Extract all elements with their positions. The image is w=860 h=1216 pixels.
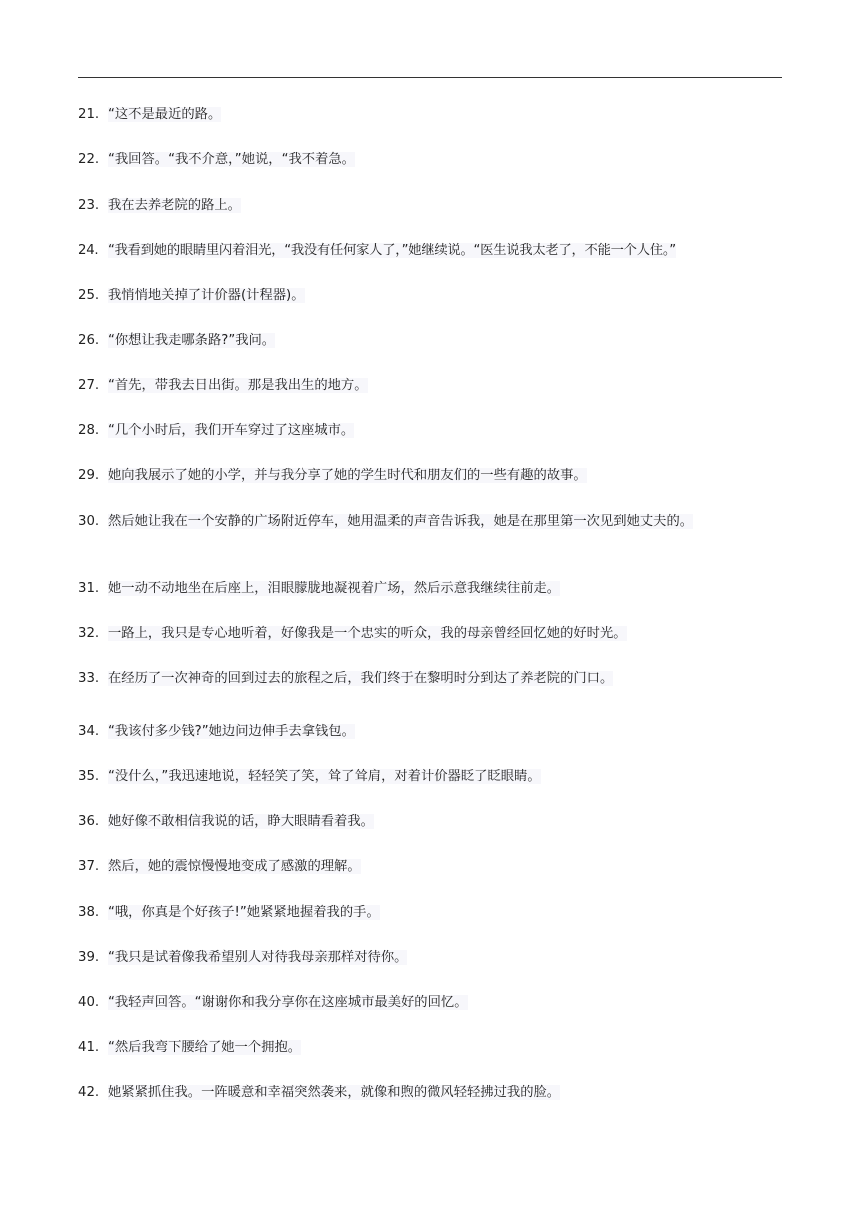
list-item [78,511,786,533]
list-item [78,330,786,352]
list-item [78,285,786,307]
item-text: “我回答。“我不介意，”她说，“我不着急。 [108,152,355,167]
item-text: “然后我弯下腰给了她一个拥抱。 [108,1040,302,1055]
list-item [78,195,786,217]
item-text: 我悄悄地关掉了计价器(计程器)。 [108,288,305,303]
item-number: 36. [78,814,100,829]
list-item [78,902,786,924]
list-item [78,420,786,442]
list-item [78,721,786,743]
list-item [78,375,786,397]
item-text: 然后她让我在一个安静的广场附近停车，她用温柔的声音告诉我，她是在那里第一次见到她丈夫的。 [108,514,694,529]
list-item [78,1082,786,1104]
item-number: 35. [78,769,100,784]
item-text: “哦，你真是个好孩子!”她紧紧地握着我的手。 [108,905,380,920]
item-number: 25. [78,288,100,303]
item-number: 33. [78,671,100,686]
item-number: 39. [78,950,100,965]
item-number: 26. [78,333,100,348]
item-number: 37. [78,859,100,874]
list-item [78,240,786,262]
item-number: 24. [78,243,99,258]
list-item [78,947,786,969]
item-text: “我该付多少钱?”她边问边伸手去拿钱包。 [108,724,355,739]
item-number: 41. [78,1040,100,1055]
list-item [78,1037,786,1059]
list-item [78,149,786,171]
item-text: “这不是最近的路。 [108,107,222,122]
item-text: 在经历了一次神奇的回到过去的旅程之后，我们终于在黎明时分到达了养老院的门口。 [108,671,614,686]
item-text: “我轻声回答。“谢谢你和我分享你在这座城市最美好的回忆。 [108,995,468,1010]
item-number: 32. [78,626,100,641]
item-number: 22. [78,152,100,167]
item-number: 40. [78,995,100,1010]
item-number: 27. [78,378,100,393]
item-text: 一路上，我只是专心地听着，好像我是一个忠实的听众，我的母亲曾经回忆她的好时光。 [108,626,627,641]
list-item [78,578,786,600]
item-number: 28. [78,423,100,438]
item-number: 30. [78,514,100,529]
item-number: 23. [78,198,100,213]
list-item [78,766,786,788]
list-item [78,623,786,645]
item-text: “我只是试着像我希望别人对待我母亲那样对待你。 [108,950,408,965]
item-text: 她一动不动地坐在后座上，泪眼朦胧地凝视着广场，然后示意我继续往前走。 [108,581,561,596]
item-number: 31. [78,581,100,596]
list-item [78,811,786,833]
item-number: 42. [78,1085,100,1100]
item-text: 我在去养老院的路上。 [108,198,241,213]
item-number: 21. [78,107,100,122]
item-text: “我看到她的眼睛里闪着泪光，“我没有任何家人了，”她继续说。“医生说我太老了，不能一个人住。” [108,243,676,258]
item-number: 29. [78,468,100,483]
list-item [78,668,786,690]
item-text: “首先，带我去日出街。那是我出生的地方。 [108,378,368,393]
item-text: “没什么，”我迅速地说，轻轻笑了笑，耸了耸肩，对着计价器眨了眨眼睛。 [108,769,541,784]
item-text: 然后，她的震惊慢慢地变成了感激的理解。 [108,859,361,874]
item-text: 她好像不敢相信我说的话，睁大眼睛看着我。 [108,814,374,829]
item-number: 38. [78,905,100,920]
list-item [78,992,786,1014]
list-item [78,104,786,126]
item-text: 她向我展示了她的小学，并与我分享了她的学生时代和朋友们的一些有趣的故事。 [108,468,587,483]
item-text: “你想让我走哪条路?”我问。 [108,333,276,348]
item-text: “几个小时后，我们开车穿过了这座城市。 [108,423,355,438]
list-item [78,465,786,487]
header-rule [78,77,782,78]
list-item [78,856,786,878]
item-number: 34. [78,724,100,739]
item-text: 她紧紧抓住我。一阵暖意和幸福突然袭来，就像和煦的微风轻轻拂过我的脸。 [108,1085,561,1100]
